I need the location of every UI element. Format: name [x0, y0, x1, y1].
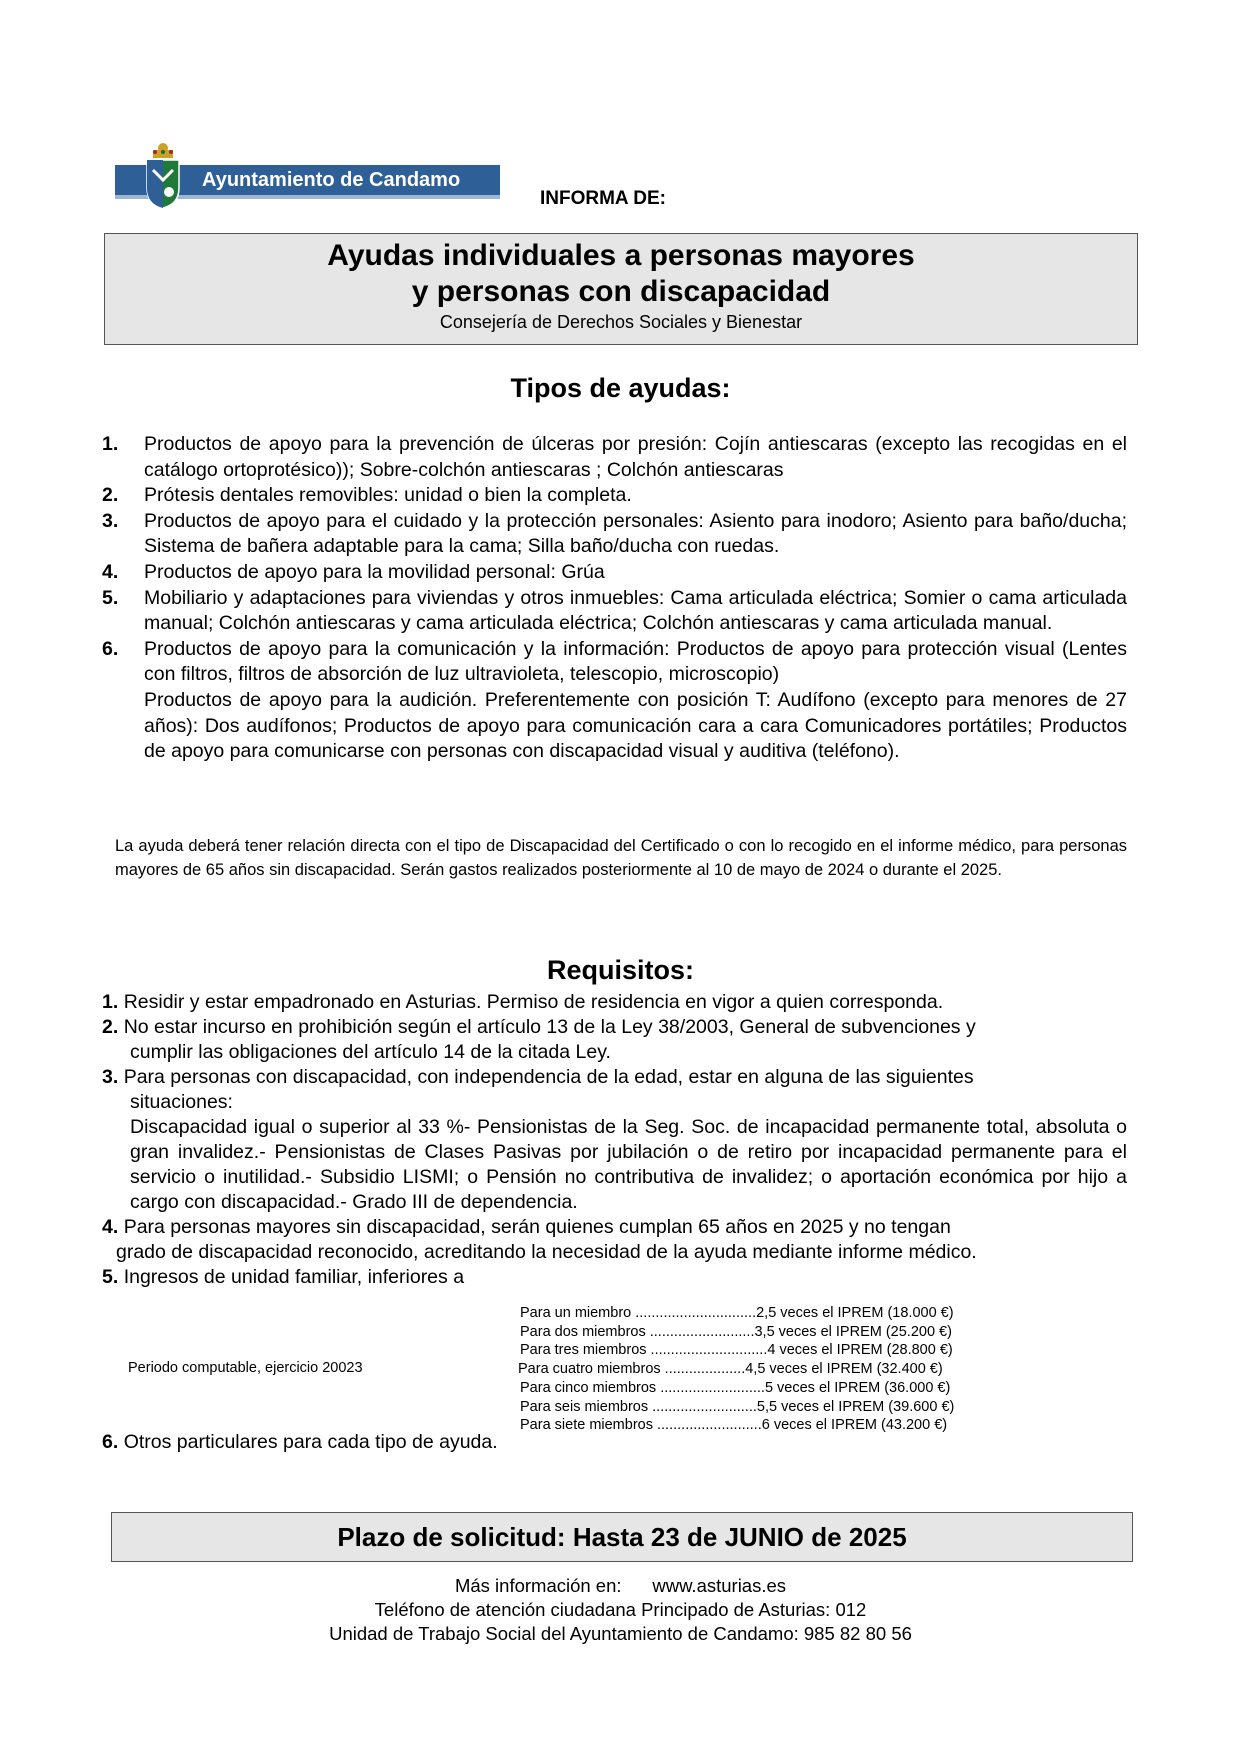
requisito-1 — [102, 990, 1127, 1015]
tipos-heading: Tipos de ayudas: — [510, 373, 731, 403]
logo-text: Ayuntamiento de Candamo — [202, 169, 461, 191]
requisito-number: 5. — [102, 1266, 119, 1288]
requisito-number: 4. — [102, 1216, 119, 1238]
title-box — [104, 233, 1138, 345]
requisito-text: No estar incurso en prohibición según el artículo 13 de la Ley 38/2003, General de subvenciones y — [123, 1016, 976, 1038]
requisito-5 — [102, 1265, 1127, 1290]
requisito-number: 1. — [102, 991, 119, 1013]
income-row: Para cuatro miembros ....................4,5 veces el IPREM (32.400 €) — [518, 1361, 943, 1378]
income-row: Para un miembro ..............................2,5 veces el IPREM (18.000 €) — [520, 1305, 954, 1321]
item-number: 2. — [102, 484, 119, 507]
item-number: 6. — [102, 637, 119, 660]
list-item — [102, 560, 1127, 586]
tipos-list — [102, 432, 1127, 765]
item-text: Productos de apoyo para la prevención de úlceras por presión: Cojín antiescaras (excepto las recogidas en el catálogo ortoprotésico)); Sobre-colchón antiescaras ; Colchón antiescaras — [144, 433, 1127, 481]
list-item — [102, 586, 1127, 637]
requisito-number: 6. — [102, 1431, 119, 1453]
footer-social-unit: Unidad de Trabajo Social del Ayuntamiento de Candamo: 985 82 80 56 — [329, 1623, 912, 1644]
income-row: Para tres miembros .............................4 veces el IPREM (28.800 €) — [520, 1342, 953, 1359]
requisito-text: Discapacidad igual o superior al 33 %- Pensionistas de la Seg. Soc. de incapacidad permanente total, absoluta o gran invalidez.- Pensionistas de Clases Pasivas por jubilación o de retiro por incapacidad permanente para el servicio o inutilidad.- Subsidio LISMI; o Pensión no contributiva de invalidez; o aportación económica por hijo a cargo con discapacidad.- Grado III de dependencia. — [130, 1116, 1127, 1213]
item-number: 5. — [102, 586, 119, 609]
title-line-2: y personas con discapacidad — [411, 275, 831, 308]
income-row: Para siete miembros ..........................6 veces el IPREM (43.200 €) — [520, 1417, 948, 1434]
requisito-text: Otros particulares para cada tipo de ayuda. — [123, 1431, 498, 1453]
requisitos-list — [102, 990, 1127, 1290]
requisito-text: Para personas mayores sin discapacidad, serán quienes cumplan 65 años en 2025 y no tengan — [123, 1216, 951, 1238]
item-number: 4. — [102, 560, 119, 583]
income-row: Para cinco miembros ..........................5 veces el IPREM (36.000 €) — [520, 1379, 951, 1396]
item-text: Productos de apoyo para el cuidado y la protección personales: Asiento para inodoro; Asiento para baño/ducha; Sistema de bañera adaptable para la cama; Silla baño/ducha con ruedas. — [144, 509, 1127, 558]
requisitos-heading: Requisitos: — [546, 955, 694, 985]
periodo-computable: Periodo computable, ejercicio 20023 — [128, 1360, 363, 1376]
list-item — [102, 637, 1127, 765]
title-subtitle: Consejería de Derechos Sociales y Bienestar — [439, 312, 803, 332]
tipos-note: La ayuda deberá tener relación directa con el tipo de Discapacidad del Certificado o con lo recogido en el informe médico, para personas mayores de 65 años sin discapacidad. Serán gastos realizados posteriormente al 10 de mayo de 2024 o durante el 2025. — [115, 837, 1127, 879]
item-text: Mobiliario y adaptaciones para viviendas y otros inmuebles: Cama articulada eléctrica; Somier o cama articulada manual; Colchón antiescaras y cama articulada eléctrica; Colchón antiescaras y cama articulada manual. — [144, 586, 1127, 635]
item-text: Prótesis dentales removibles: unidad o bien la completa. — [144, 484, 632, 507]
list-item — [102, 432, 1127, 483]
income-row: Para dos miembros ..........................3,5 veces el IPREM (25.200 €) — [520, 1323, 952, 1340]
requisito-number: 2. — [102, 1016, 119, 1038]
list-item — [102, 509, 1127, 560]
requisito-text: Residir y estar empadronado en Asturias. Permiso de residencia en vigor a quien corresponda. — [123, 991, 944, 1013]
item-text: Productos de apoyo para la movilidad personal: Grúa — [144, 560, 605, 583]
requisito-text: situaciones: — [130, 1091, 233, 1113]
income-row: Para seis miembros ..........................5,5 veces el IPREM (39.600 €) — [520, 1398, 955, 1415]
requisito-text: Ingresos de unidad familiar, inferiores a — [123, 1266, 465, 1288]
ayuntamiento-logo — [115, 140, 500, 210]
requisito-text: grado de discapacidad reconocido, acreditando la necesidad de la ayuda mediante informe médico. — [116, 1241, 977, 1263]
requisito-text: Para personas con discapacidad, con independencia de la edad, estar en alguna de las siguientes — [123, 1066, 974, 1088]
item-number: 1. — [102, 433, 119, 455]
item-text-continued: Productos de apoyo para la audición. Preferentemente con posición T: Audífono (excepto para menores de 27 años): Dos audífonos; Productos de apoyo para comunicación cara a cara Comunicadores portátiles; Productos de apoyo para comunicarse con personas con discapacidad visual y auditiva (teléfono). — [144, 688, 1127, 763]
requisito-number: 3. — [102, 1066, 119, 1088]
informa-label: INFORMA DE: — [540, 188, 666, 209]
requisito-2 — [102, 1015, 1127, 1040]
list-item — [102, 483, 1127, 509]
requisito-3 — [102, 1065, 1127, 1090]
requisito-4 — [102, 1215, 1127, 1240]
requisito-6 — [102, 1430, 1127, 1455]
footer-phone: Teléfono de atención ciudadana Principado de Asturias: 012 — [374, 1599, 867, 1620]
plazo-box: Plazo de solicitud: Hasta 23 de JUNIO de 2025 — [111, 1512, 1133, 1562]
title-line-1: Ayudas individuales a personas mayores — [327, 239, 915, 272]
item-number: 3. — [102, 509, 119, 532]
coat-of-arms-icon — [141, 140, 185, 210]
footer-more-info: Más información en: www.asturias.es — [454, 1575, 787, 1596]
item-text: Productos de apoyo para la comunicación y la información: Productos de apoyo para protección visual (Lentes con filtros, filtros de absorción de luz ultravioleta, telescopio, microscopio) — [144, 637, 1127, 686]
income-table — [520, 1304, 954, 1435]
requisito-text: cumplir las obligaciones del artículo 14 de la citada Ley. — [130, 1041, 611, 1063]
